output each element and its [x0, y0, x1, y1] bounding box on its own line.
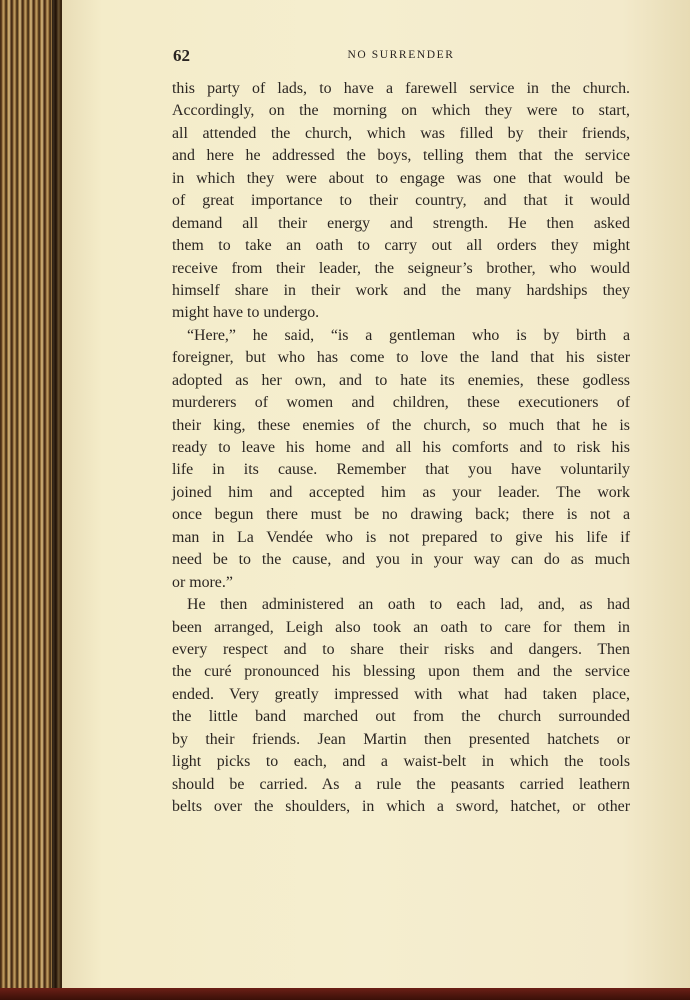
- text-line: light picks to each, and a waist-belt in which the tools: [172, 753, 630, 771]
- running-title: NO SURRENDER: [347, 49, 455, 61]
- text-line: this party of lads, to have a farewell service in the church.: [172, 80, 630, 97]
- text-line: the little band marched out from the church surrounded: [172, 708, 630, 726]
- text-line: them to take an oath to carry out all orders they might: [172, 237, 630, 255]
- text-line: every respect and to share their risks and dangers. Then: [172, 640, 630, 658]
- text-line: himself share in their work and the many hardships they: [172, 281, 630, 299]
- text-line: He then administered an oath to each lad, and, as had: [187, 596, 630, 614]
- text-line: or more.”: [172, 573, 233, 591]
- text-line: receive from their leader, the seigneur’s brother, who would: [172, 259, 630, 277]
- running-head: [173, 46, 629, 70]
- text-line: ended. Very greatly impressed with what had taken place,: [172, 685, 630, 703]
- text-line: adopted as her own, and to hate its enemies, these godless: [172, 371, 630, 389]
- text-line: been arranged, Leigh also took an oath to care for them in: [172, 618, 630, 636]
- text-line: demand all their energy and strength. He then asked: [172, 214, 630, 232]
- text-line: and here he addressed the boys, telling them that the service: [172, 147, 630, 165]
- body-text: [172, 78, 630, 818]
- text-line: joined him and accepted him as your leader. The work: [172, 483, 630, 501]
- text-line: life in its cause. Remember that you have voluntarily: [172, 461, 630, 479]
- text-line: their king, these enemies of the church, so much that he is: [172, 416, 630, 434]
- text-line: need be to the cause, and you in your way can do as much: [172, 551, 630, 569]
- text-line: man in La Vendée who is not prepared to give his life if: [172, 528, 630, 546]
- text-line: Accordingly, on the morning on which they were to start,: [172, 102, 630, 120]
- text-line: “Here,” he said, “is a gentleman who is by birth a: [187, 326, 630, 344]
- text-line: should be carried. As a rule the peasants carried leathern: [172, 775, 630, 793]
- text-line: once begun there must be no drawing back; there is not a: [172, 506, 630, 524]
- text-line: in which they were about to engage was one that would be: [172, 169, 630, 187]
- text-line: the curé pronounced his blessing upon them and the service: [172, 663, 630, 681]
- text-line: murderers of women and children, these executioners of: [172, 394, 630, 412]
- text-line: belts over the shoulders, in which a sword, hatchet, or other: [172, 798, 630, 815]
- book-bottom-edge: [0, 988, 690, 1000]
- page-number: 62: [173, 46, 190, 65]
- text-line: of great importance to their country, and that it would: [172, 192, 630, 210]
- text-line: ready to leave his home and all his comforts and to risk his: [172, 439, 630, 456]
- text-line: by their friends. Jean Martin then presented hatchets or: [172, 730, 630, 748]
- text-line: might have to undergo.: [172, 304, 320, 322]
- text-line: foreigner, but who has come to love the land that his sister: [172, 349, 630, 367]
- text-line: all attended the church, which was filled by their friends,: [172, 124, 630, 142]
